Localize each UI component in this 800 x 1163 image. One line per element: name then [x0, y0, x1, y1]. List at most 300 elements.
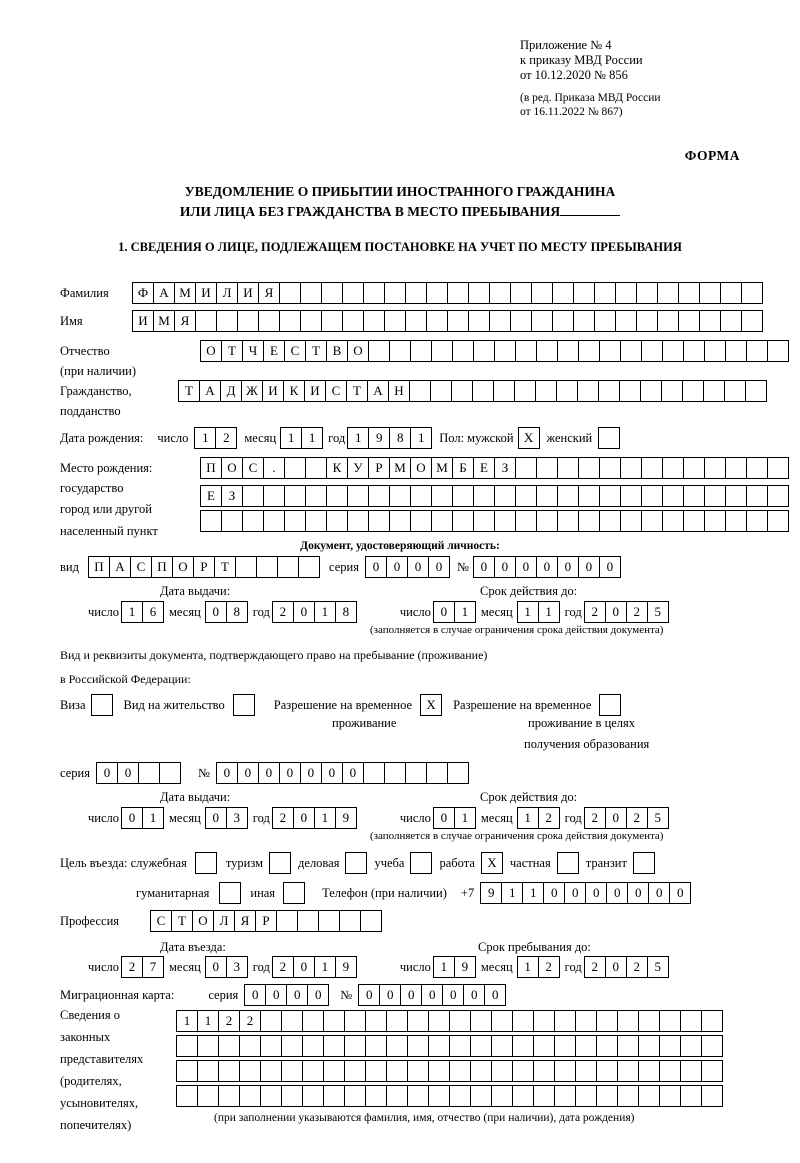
purpose-private-checkbox[interactable] — [557, 852, 578, 874]
cell[interactable]: Я — [174, 310, 196, 332]
cell[interactable] — [323, 1060, 345, 1082]
cell[interactable] — [704, 510, 726, 532]
cell[interactable] — [216, 310, 238, 332]
cell[interactable] — [701, 1085, 723, 1107]
cell[interactable]: 0 — [307, 984, 329, 1006]
cell[interactable] — [554, 1085, 576, 1107]
cell[interactable]: З — [221, 485, 243, 507]
cell[interactable] — [617, 1085, 639, 1107]
cell[interactable]: 3 — [226, 956, 248, 978]
permit-number-input[interactable] — [216, 762, 468, 784]
cell[interactable] — [620, 485, 642, 507]
cell[interactable] — [302, 1010, 324, 1032]
cell[interactable] — [745, 380, 767, 402]
cell[interactable] — [720, 310, 742, 332]
cell[interactable]: 0 — [578, 556, 600, 578]
cell[interactable]: 2 — [584, 601, 606, 623]
cell[interactable]: 1 — [314, 807, 336, 829]
cell[interactable] — [557, 340, 579, 362]
cell[interactable]: 0 — [286, 984, 308, 1006]
cell[interactable] — [489, 310, 511, 332]
entry-month-input[interactable] — [205, 956, 247, 978]
cell[interactable] — [678, 310, 700, 332]
cell[interactable]: 2 — [272, 807, 294, 829]
cell[interactable]: 0 — [536, 556, 558, 578]
stay-month-input[interactable] — [517, 956, 559, 978]
cell[interactable] — [297, 910, 319, 932]
birthplace-input-row1[interactable] — [200, 457, 788, 479]
cell[interactable]: 0 — [358, 984, 380, 1006]
cell[interactable] — [260, 1085, 282, 1107]
cell[interactable] — [302, 1085, 324, 1107]
cell[interactable] — [746, 485, 768, 507]
cell[interactable] — [239, 1060, 261, 1082]
cell[interactable] — [662, 485, 684, 507]
cell[interactable] — [368, 485, 390, 507]
cell[interactable] — [704, 457, 726, 479]
cell[interactable] — [491, 1085, 513, 1107]
cell[interactable]: 0 — [117, 762, 139, 784]
cell[interactable] — [410, 852, 432, 874]
cell[interactable] — [256, 556, 278, 578]
cell[interactable] — [494, 510, 516, 532]
cell[interactable] — [219, 882, 241, 904]
cell[interactable]: 1 — [314, 956, 336, 978]
cell[interactable] — [389, 510, 411, 532]
cell[interactable]: 1 — [501, 882, 523, 904]
cell[interactable] — [746, 510, 768, 532]
cell[interactable] — [468, 310, 490, 332]
cell[interactable]: Л — [216, 282, 238, 304]
cell[interactable]: О — [410, 457, 432, 479]
cell[interactable]: 0 — [543, 882, 565, 904]
cell[interactable]: Т — [305, 340, 327, 362]
entry-year-input[interactable] — [272, 956, 356, 978]
cell[interactable]: 1 — [197, 1010, 219, 1032]
cell[interactable] — [263, 510, 285, 532]
cell[interactable] — [615, 282, 637, 304]
cell[interactable] — [599, 510, 621, 532]
citizenship-input[interactable] — [178, 380, 766, 402]
cell[interactable] — [617, 1035, 639, 1057]
cell[interactable] — [365, 1085, 387, 1107]
cell[interactable]: 2 — [218, 1010, 240, 1032]
cell[interactable] — [725, 340, 747, 362]
cell[interactable] — [386, 1035, 408, 1057]
cell[interactable] — [260, 1010, 282, 1032]
stay-day-input[interactable] — [433, 956, 475, 978]
cell[interactable]: 9 — [454, 956, 476, 978]
cell[interactable] — [575, 1085, 597, 1107]
cell[interactable] — [636, 310, 658, 332]
cell[interactable] — [200, 510, 222, 532]
cell[interactable] — [276, 910, 298, 932]
cell[interactable]: Я — [234, 910, 256, 932]
cell[interactable]: 0 — [265, 984, 287, 1006]
cell[interactable] — [321, 310, 343, 332]
cell[interactable]: Т — [171, 910, 193, 932]
cell[interactable]: 0 — [400, 984, 422, 1006]
cell[interactable] — [533, 1085, 555, 1107]
cell[interactable]: 8 — [226, 601, 248, 623]
cell[interactable]: 0 — [293, 956, 315, 978]
cell[interactable]: 9 — [335, 956, 357, 978]
permit-valid-day-input[interactable] — [433, 807, 475, 829]
cell[interactable] — [678, 282, 700, 304]
cell[interactable] — [323, 1010, 345, 1032]
cell[interactable]: 0 — [321, 762, 343, 784]
cell[interactable]: Р — [255, 910, 277, 932]
cell[interactable] — [594, 282, 616, 304]
cell[interactable] — [281, 1010, 303, 1032]
cell[interactable]: X — [481, 852, 503, 874]
cell[interactable] — [515, 485, 537, 507]
cell[interactable]: Е — [200, 485, 222, 507]
cell[interactable]: 2 — [215, 427, 237, 449]
cell[interactable]: 2 — [538, 956, 560, 978]
cell[interactable] — [263, 485, 285, 507]
cell[interactable] — [633, 852, 655, 874]
cell[interactable]: 0 — [605, 956, 627, 978]
cell[interactable]: 0 — [386, 556, 408, 578]
cell[interactable] — [368, 340, 390, 362]
cell[interactable] — [556, 380, 578, 402]
cell[interactable] — [363, 282, 385, 304]
entry-day-input[interactable] — [121, 956, 163, 978]
cell[interactable]: 1 — [142, 807, 164, 829]
cell[interactable]: А — [367, 380, 389, 402]
cell[interactable]: 0 — [606, 882, 628, 904]
cell[interactable] — [389, 340, 411, 362]
cell[interactable]: 0 — [494, 556, 516, 578]
cell[interactable] — [575, 1035, 597, 1057]
cell[interactable] — [300, 310, 322, 332]
cell[interactable] — [431, 340, 453, 362]
cell[interactable] — [305, 510, 327, 532]
cell[interactable]: М — [389, 457, 411, 479]
cell[interactable] — [699, 282, 721, 304]
cell[interactable]: С — [284, 340, 306, 362]
cell[interactable] — [407, 1010, 429, 1032]
cell[interactable]: 9 — [480, 882, 502, 904]
cell[interactable] — [704, 485, 726, 507]
cell[interactable] — [617, 1010, 639, 1032]
cell[interactable] — [386, 1085, 408, 1107]
cell[interactable]: 2 — [626, 956, 648, 978]
doc-valid-day-input[interactable] — [433, 601, 475, 623]
cell[interactable]: О — [347, 340, 369, 362]
cell[interactable] — [683, 510, 705, 532]
cell[interactable] — [512, 1060, 534, 1082]
doc-issue-month-input[interactable] — [205, 601, 247, 623]
cell[interactable] — [682, 380, 704, 402]
cell[interactable] — [659, 1060, 681, 1082]
cell[interactable]: 0 — [428, 556, 450, 578]
cell[interactable] — [680, 1085, 702, 1107]
cell[interactable] — [279, 282, 301, 304]
cell[interactable] — [363, 762, 385, 784]
cell[interactable] — [599, 457, 621, 479]
doc-issue-day-input[interactable] — [121, 601, 163, 623]
cell[interactable]: 1 — [194, 427, 216, 449]
cell[interactable] — [596, 1085, 618, 1107]
cell[interactable] — [510, 282, 532, 304]
cell[interactable]: Т — [346, 380, 368, 402]
name-input[interactable] — [132, 310, 762, 332]
cell[interactable] — [641, 485, 663, 507]
cell[interactable]: 0 — [669, 882, 691, 904]
cell[interactable] — [725, 510, 747, 532]
cell[interactable]: 2 — [626, 807, 648, 829]
cell[interactable] — [470, 1085, 492, 1107]
cell[interactable] — [305, 457, 327, 479]
cell[interactable] — [554, 1035, 576, 1057]
cell[interactable]: 0 — [648, 882, 670, 904]
cell[interactable] — [599, 340, 621, 362]
cell[interactable]: 0 — [605, 601, 627, 623]
cell[interactable] — [640, 380, 662, 402]
cell[interactable] — [512, 1010, 534, 1032]
cell[interactable] — [701, 1035, 723, 1057]
cell[interactable]: 0 — [216, 762, 238, 784]
permit-issue-day-input[interactable] — [121, 807, 163, 829]
cell[interactable] — [767, 457, 789, 479]
cell[interactable] — [431, 485, 453, 507]
cell[interactable] — [594, 310, 616, 332]
cell[interactable] — [533, 1060, 555, 1082]
cell[interactable] — [515, 457, 537, 479]
cell[interactable] — [302, 1060, 324, 1082]
cell[interactable]: 1 — [538, 601, 560, 623]
cell[interactable]: 0 — [599, 556, 621, 578]
cell[interactable]: И — [195, 282, 217, 304]
cell[interactable] — [473, 485, 495, 507]
cell[interactable] — [470, 1010, 492, 1032]
cell[interactable] — [536, 485, 558, 507]
cell[interactable] — [619, 380, 641, 402]
cell[interactable]: 2 — [584, 807, 606, 829]
cell[interactable] — [489, 282, 511, 304]
cell[interactable] — [657, 282, 679, 304]
cell[interactable] — [557, 510, 579, 532]
cell[interactable]: А — [153, 282, 175, 304]
cell[interactable] — [323, 1085, 345, 1107]
cell[interactable] — [554, 1060, 576, 1082]
cell[interactable] — [344, 1035, 366, 1057]
cell[interactable] — [258, 310, 280, 332]
cell[interactable]: 1 — [517, 956, 539, 978]
legal-rep-input-4[interactable] — [176, 1085, 722, 1107]
cell[interactable] — [741, 282, 763, 304]
cell[interactable] — [683, 485, 705, 507]
cell[interactable] — [386, 1010, 408, 1032]
purpose-tourism-checkbox[interactable] — [269, 852, 290, 874]
cell[interactable] — [365, 1035, 387, 1057]
cell[interactable]: 0 — [605, 807, 627, 829]
purpose-study-checkbox[interactable] — [410, 852, 431, 874]
cell[interactable] — [218, 1035, 240, 1057]
cell[interactable]: О — [192, 910, 214, 932]
cell[interactable] — [449, 1010, 471, 1032]
cell[interactable]: 2 — [272, 956, 294, 978]
cell[interactable] — [318, 910, 340, 932]
cell[interactable] — [344, 1085, 366, 1107]
cell[interactable] — [159, 762, 181, 784]
cell[interactable] — [491, 1010, 513, 1032]
cell[interactable]: И — [262, 380, 284, 402]
cell[interactable] — [724, 380, 746, 402]
cell[interactable]: П — [151, 556, 173, 578]
purpose-business-checkbox[interactable] — [345, 852, 366, 874]
cell[interactable]: . — [263, 457, 285, 479]
cell[interactable] — [533, 1010, 555, 1032]
cell[interactable]: М — [431, 457, 453, 479]
cell[interactable] — [662, 457, 684, 479]
permit-valid-year-input[interactable] — [584, 807, 668, 829]
cell[interactable] — [683, 457, 705, 479]
cell[interactable] — [531, 282, 553, 304]
cell[interactable]: 0 — [515, 556, 537, 578]
stay-year-input[interactable] — [584, 956, 668, 978]
doc-series-input[interactable] — [365, 556, 449, 578]
cell[interactable] — [452, 510, 474, 532]
cell[interactable] — [662, 340, 684, 362]
cell[interactable] — [575, 1060, 597, 1082]
cell[interactable]: Ж — [241, 380, 263, 402]
cell[interactable]: Е — [263, 340, 285, 362]
cell[interactable] — [468, 282, 490, 304]
cell[interactable] — [239, 1085, 261, 1107]
cell[interactable]: 0 — [365, 556, 387, 578]
cell[interactable] — [596, 1010, 618, 1032]
cell[interactable] — [449, 1085, 471, 1107]
doc-number-input[interactable] — [473, 556, 620, 578]
cell[interactable]: К — [326, 457, 348, 479]
cell[interactable] — [494, 485, 516, 507]
birthplace-input-row2[interactable] — [200, 485, 788, 507]
cell[interactable] — [360, 910, 382, 932]
cell[interactable] — [514, 380, 536, 402]
cell[interactable]: 0 — [96, 762, 118, 784]
cell[interactable] — [491, 1060, 513, 1082]
cell[interactable] — [305, 485, 327, 507]
cell[interactable] — [449, 1060, 471, 1082]
cell[interactable] — [428, 1010, 450, 1032]
cell[interactable] — [197, 1035, 219, 1057]
cell[interactable]: В — [326, 340, 348, 362]
cell[interactable]: С — [242, 457, 264, 479]
cell[interactable] — [510, 310, 532, 332]
cell[interactable] — [431, 510, 453, 532]
cell[interactable]: Л — [213, 910, 235, 932]
cell[interactable] — [515, 510, 537, 532]
cell[interactable] — [363, 310, 385, 332]
cell[interactable] — [409, 380, 431, 402]
cell[interactable] — [389, 485, 411, 507]
cell[interactable]: 0 — [463, 984, 485, 1006]
cell[interactable]: 0 — [407, 556, 429, 578]
doc-valid-year-input[interactable] — [584, 601, 668, 623]
cell[interactable] — [218, 1085, 240, 1107]
cell[interactable]: 0 — [293, 807, 315, 829]
cell[interactable] — [347, 485, 369, 507]
permit-issue-month-input[interactable] — [205, 807, 247, 829]
cell[interactable] — [344, 1060, 366, 1082]
migration-series-input[interactable] — [244, 984, 328, 1006]
cell[interactable] — [281, 1060, 303, 1082]
cell[interactable] — [531, 310, 553, 332]
cell[interactable]: 6 — [142, 601, 164, 623]
cell[interactable] — [426, 762, 448, 784]
cell[interactable] — [451, 380, 473, 402]
cell[interactable]: О — [172, 556, 194, 578]
cell[interactable] — [195, 852, 217, 874]
cell[interactable] — [533, 1035, 555, 1057]
cell[interactable]: 0 — [585, 882, 607, 904]
cell[interactable]: О — [221, 457, 243, 479]
cell[interactable]: 0 — [244, 984, 266, 1006]
cell[interactable]: П — [200, 457, 222, 479]
cell[interactable] — [554, 1010, 576, 1032]
cell[interactable] — [767, 340, 789, 362]
cell[interactable] — [703, 380, 725, 402]
cell[interactable] — [407, 1085, 429, 1107]
doc-valid-month-input[interactable] — [517, 601, 559, 623]
cell[interactable] — [365, 1010, 387, 1032]
cell[interactable] — [473, 510, 495, 532]
cell[interactable] — [426, 310, 448, 332]
cell[interactable]: М — [174, 282, 196, 304]
cell[interactable]: 1 — [454, 807, 476, 829]
cell[interactable] — [405, 762, 427, 784]
cell[interactable] — [573, 282, 595, 304]
cell[interactable]: С — [130, 556, 152, 578]
cell[interactable]: 0 — [442, 984, 464, 1006]
cell[interactable] — [470, 1035, 492, 1057]
cell[interactable] — [197, 1060, 219, 1082]
cell[interactable] — [91, 694, 113, 716]
cell[interactable]: 0 — [473, 556, 495, 578]
cell[interactable] — [680, 1035, 702, 1057]
cell[interactable]: 1 — [121, 601, 143, 623]
cell[interactable] — [235, 556, 257, 578]
cell[interactable]: Т — [221, 340, 243, 362]
cell[interactable]: 0 — [557, 556, 579, 578]
cell[interactable]: Б — [452, 457, 474, 479]
cell[interactable]: 7 — [142, 956, 164, 978]
cell[interactable] — [552, 282, 574, 304]
migration-number-input[interactable] — [358, 984, 505, 1006]
cell[interactable]: Р — [368, 457, 390, 479]
birth-day-input[interactable] — [194, 427, 236, 449]
cell[interactable] — [494, 340, 516, 362]
cell[interactable]: М — [153, 310, 175, 332]
cell[interactable] — [384, 310, 406, 332]
cell[interactable] — [233, 694, 255, 716]
cell[interactable] — [449, 1035, 471, 1057]
cell[interactable]: 1 — [301, 427, 323, 449]
cell[interactable] — [452, 340, 474, 362]
cell[interactable]: 0 — [627, 882, 649, 904]
legal-rep-input-2[interactable] — [176, 1035, 722, 1057]
cell[interactable] — [410, 510, 432, 532]
cell[interactable]: 0 — [379, 984, 401, 1006]
cell[interactable]: 0 — [433, 807, 455, 829]
cell[interactable] — [659, 1085, 681, 1107]
profession-input[interactable] — [150, 910, 381, 932]
cell[interactable] — [578, 340, 600, 362]
cell[interactable]: 1 — [517, 601, 539, 623]
